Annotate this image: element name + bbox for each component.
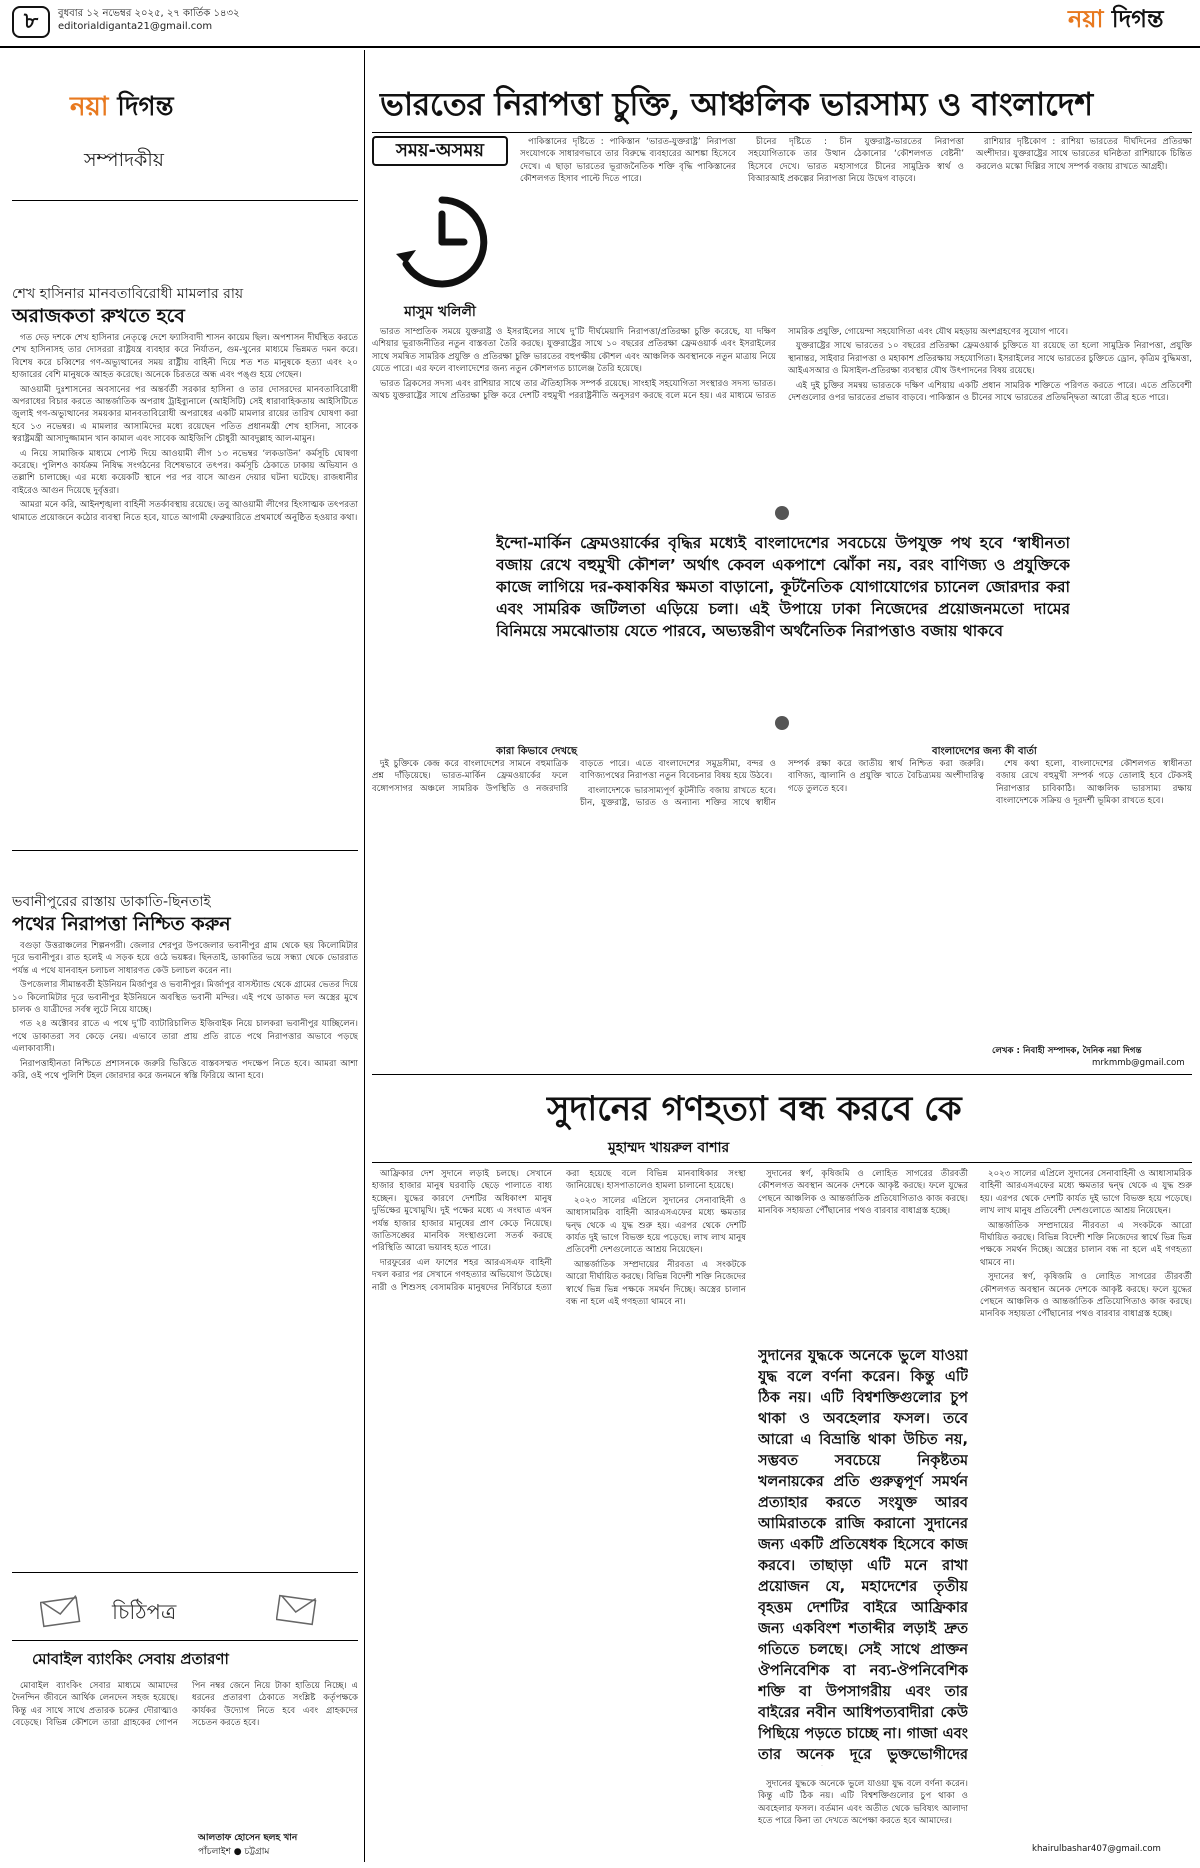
paragraph: গত দেড় দশকে শেখ হাসিনার নেতৃত্বে দেশে ফ্যাসিবাদী শাসন কায়েম ছিল। অপশাসন দীর্ঘস্থিত করতে শেখ হাসিনাসহ তার দোসররা রাষ্ট্রযন্ত্র ব্যবহার করে নির্যাতন, গুম-খুনের মাধ্যমে ভিন্নমত দমন করে। বিশেষ করে চব্বিশের গণ-অভ্যুত্থানের সময় রাষ্ট্রীয় বাহিনী দিয়ে শত শত মানুষকে হত্যা এবং ২০ হাজারের বেশি মানুষকে আহত করেছে। অনেকে চিরতরে অন্ধ এবং পঙ্গু হয়ে গেছেন। [12,333,358,381]
article-2-body-top-mid [758,1168,968,1334]
article-2-body-left [372,1168,746,1848]
editorial-2-title: পথের নিরাপত্তা নিশ্চিত করুন [12,913,231,935]
article-1-author-email[interactable]: mrkmmb@gmail.com [1092,1058,1185,1068]
sidebar-logo [70,86,173,130]
article-divider [372,1074,1192,1075]
pull-quote-dot [775,506,789,520]
editorial-2-body [12,940,358,1558]
article-2-headline: সুদানের গণহত্যা বন্ধ করবে কে [547,1089,962,1129]
header-date: বুধবার ১২ নভেম্বর ২০২৫, ২৭ কার্তিক ১৪৩২ [58,8,240,19]
header-rule [0,46,1200,48]
sidebar-divider [364,50,365,1862]
paragraph: আন্তর্জাতিক সম্প্রদায়ের নীরবতা এ সংকটকে আরো দীর্ঘায়িত করছে। বিভিন্ন বিদেশী শক্তি নিজেদের স্বার্থে ভিন্ন ভিন্ন পক্ষকে সমর্থন দিচ্ছে। অস্ত্রের চালান বন্ধ না হলে এই গণহত্যা থামবে না। [980,1220,1192,1268]
paragraph: আফ্রিকার দেশ সুদানে লড়াই চলছে। সেখানে হাজার হাজার মানুষ ঘরবাড়ি ছেড়ে পালাতে বাধ্য হচ্ছেন। যুদ্ধের কারণে দেশটির অধিকাংশ মানুষ দুর্ভিক্ষের মুখোমুখি। দুই পক্ষের মধ্যে এ সংঘাত এখন পর্যন্ত হাজার হাজার মানুষের প্রাণ কেড়ে নিয়েছে। জাতিসঙ্ঘের মানবিক সংস্থাগুলো সতর্ক করছে পরিস্থিতি আরো ভয়াবহ হতে পারে। [372,1169,552,1254]
paragraph: নিরাপত্তাহীনতা নিশ্চিতে প্রশাসনকে জরুরি ভিত্তিতে বাস্তবসম্মত পদক্ষেপ নিতে হবে। আমরা আশা করি, ওই পথে পুলিশি টহল জোরদার করে জনমনে স্বস্তি ফিরিয়ে আনা হবে। [12,1058,358,1082]
logo-part2: দিগন্ত [1103,4,1164,33]
page-number: ৮ [23,9,39,34]
paragraph: চীনের দৃষ্টিতে : চীন যুক্তরাষ্ট্র-ভারতের নিরাপত্তা সহযোগিতাকে তার উত্থান ঠেকানোর ‘কৌশলগত বেষ্টনী’ হিসেবে দেখে। ভারত মহাসাগরে চীনের সামুদ্রিক স্বার্থ ও বিআরআই প্রকল্পের নিরাপত্তা নিয়ে উদ্বেগ বাড়বে। [748,137,964,185]
paragraph: আন্তর্জাতিক সম্প্রদায়ের নীরবতা এ সংকটকে আরো দীর্ঘায়িত করছে। বিভিন্ন বিদেশী শক্তি নিজেদের স্বার্থে ভিন্ন ভিন্ন পক্ষকে সমর্থন দিচ্ছে। অস্ত্রের চালান বন্ধ না হলে এই গণহত্যা থামবে না। [566,1259,746,1308]
article-1 [372,50,1192,1070]
paragraph: মোবাইল ব্যাংকিং সেবার মাধ্যমে আমাদের দৈনন্দিন জীবনে আর্থিক লেনদেন সহজ হয়েছে। কিন্তু এর সাথে সাথে প্রতারক চক্রের দৌরাত্ম্যও বেড়েছে। বিভিন্ন কৌশলে তারা গ্রাহকের গোপন পিন নম্বর জেনে নিয়ে টাকা হাতিয়ে নিচ্ছে। এ ধরনের প্রতারণা ঠেকাতে সংশ্লিষ্ট কর্তৃপক্ষকে কার্যকর উদ্যোগ নিতে হবে এবং গ্রাহকদের সচেতন করতে হবে। [12,1681,358,1729]
paragraph: সুদানের স্বর্ণ, কৃষিজমি ও লোহিত সাগরের তীরবর্তী কৌশলগত অবস্থান অনেক দেশকে আকৃষ্ট করছে। ফলে যুদ্ধের পেছনে আঞ্চলিক ও আন্তর্জাতিক প্রতিযোগিতাও কাজ করছে। মানবিক সহায়তা পৌঁছানোর পথও বারবার বাধাগ্রস্ত হচ্ছে। [980,1272,1192,1320]
article-2-author: মুহাম্মদ খায়রুল বাশার [608,1140,730,1156]
article-2-body-right [980,1168,1192,1834]
paragraph: উপজেলার সীমান্তবর্তী ইউনিয়ন মির্জাপুর ও ভবানীপুর। মির্জাপুর বাসস্ট্যান্ড থেকে গ্রামের ভেতর দিয়ে ১০ কিলোমিটার দূরে ভবানীপুর ইউনিয়নে অবস্থিত ভবানী মন্দির। এই পথে ডাকাত দল অস্ত্রের মুখে চালক ও যাত্রীদের সর্বস্ব লুটে নিয়ে যাচ্ছে। [12,980,358,1016]
paragraph: ২০২৩ সালের এপ্রিলে সুদানের সেনাবাহিনী ও আধাসামরিক বাহিনী আরএসএফের মধ্যে ক্ষমতার দ্বন্দ্ব থেকে এ যুদ্ধ শুরু হয়। এরপর থেকে দেশটি কার্যত দুই ভাগে বিভক্ত হয়ে পড়েছে। লাখ লাখ মানুষ প্রতিবেশী দেশগুলোতে আশ্রয় নিয়েছেন। [980,1169,1192,1217]
article-1-body-bottom [372,758,1192,1044]
letter-body [12,1680,358,1828]
editorial-2-kicker: ভবানীপুরের রাস্তায় ডাকাতি-ছিনতাই [12,894,211,910]
letters-header [12,1580,358,1636]
paragraph: দুই চুক্তিকে কেন্দ্র করে বাংলাদেশের সামনে বহুমাত্রিক প্রশ্ন দাঁড়িয়েছে। ভারত-মার্কিন ফ্রেমওয়ার্কের ফলে বঙ্গোপসাগর অঞ্চলে সামরিক উপস্থিতি ও নজরদারি বাড়তে পারে। এতে বাংলাদেশের সমুদ্রসীমা, বন্দর ও বাণিজ্যপথের নিরাপত্তা নতুন বিবেচনার বিষয় হয়ে উঠবে। [372,759,776,794]
paragraph: এই দুই চুক্তির সমন্বয় ভারতকে দক্ষিণ এশিয়ায় একটি প্রধান সামরিক শক্তিতে পরিণত করতে পারে। এতে প্রতিবেশী দেশগুলোর ওপর ভারতের প্রভাব বাড়বে। পাকিস্তান ও চীনের সাথে ভারতের প্রতিদ্বন্দ্বিতা আরো তীব্র হতে পারে। [788,380,1192,404]
header-email[interactable]: editorialdiganta21@gmail.com [58,21,213,32]
paragraph: যুক্তরাষ্ট্রের সাথে ভারতের ১০ বছরের প্রতিরক্ষা ফ্রেমওয়ার্ক চুক্তিতে যা রয়েছে তা হলো সামুদ্রিক নিরাপত্তা, প্রযুক্তি স্থানান্তর, সাইবার নিরাপত্তা ও মহাকাশ প্রতিরক্ষায় সহযোগিতা। ইসরাইলের সাথে ভারতের চুক্তিতে ড্রোন, কৃত্রিম বুদ্ধিমত্তা, আইএসআর ও মিসাইল-প্রতিরক্ষা ব্যবস্থার যৌথ উৎপাদনের বিষয় রয়েছে। [788,341,1192,377]
sidebar-masthead [12,50,358,200]
article-1-top-rule [372,132,1192,133]
article-1-bottom-title: বাংলাদেশের জন্য কী বার্তা [932,746,1037,757]
article-2-author-email[interactable]: khairulbashar407@gmail.com [1032,1844,1161,1854]
article-2-body-bottom-mid [758,1778,968,1850]
sidebar-rule-2 [12,850,358,851]
sidebar-section-title: সম্পাদকীয় [84,149,164,171]
paragraph: দারফুরের এল ফাশের শহর আরএসএফ বাহিনী দখল করার পর সেখানে গণহত্যার অভিযোগ উঠেছে। নারী ও শিশুসহ বেসামরিক মানুষদের নির্বিচারে হত্যা করা হয়েছে বলে বিভিন্ন মানবাধিকার সংস্থা জানিয়েছে। হাসপাতালেও হামলা চালানো হয়েছে। [372,1169,746,1293]
column-name: সময়-অসময় [395,140,485,161]
envelope-icon [40,1594,82,1628]
editorial-sidebar [12,50,358,1860]
page-header [0,0,1200,46]
article-1-author-note: লেখক : নিবাহী সম্পাদক, দৈনিক নয়া দিগন্ত [992,1046,1142,1056]
article-2 [372,1078,1192,1862]
logo-part1: নয়া [1068,4,1104,33]
letters-rule [12,1640,358,1641]
letter-author: আলতাফ হোসেন ছলহ খান [198,1833,298,1843]
paragraph: ভারত ব্রিকসের সদস্য এবং রাশিয়ার সাথে তার ঐতিহাসিক সম্পর্ক রয়েছে। সাংহাই সহযোগিতা সংস্থারও সদস্য ভারত। অথচ যুক্তরাষ্ট্রের সাথে প্রতিরক্ষা চুক্তি করে দেশটি বহুমুখী পররাষ্ট্রনীতি অনুসরণ করছে বলে মনে হয়। এর মাধ্যমে ভারত সামরিক প্রযুক্তি, গোয়েন্দা সহযোগিতা এবং যৌথ মহড়ায় অংশগ্রহণের সুযোগ পাবে। [372,327,1069,402]
clock-icon [392,192,492,292]
editorial-1-body [12,332,358,838]
letter-title: মোবাইল ব্যাংকিং সেবায় প্রতারণা [32,1650,229,1668]
editorial-1-title: অরাজকতা রুখতে হবে [12,305,185,327]
paragraph: ভারত সাম্প্রতিক সময়ে যুক্তরাষ্ট্র ও ইসরাইলের সাথে দু’টি দীর্ঘমেয়াদি নিরাপত্তা/প্রতিরক্ষা চুক্তি করেছে, যা দক্ষিণ এশিয়ার ভূরাজনীতির নতুন বাস্তবতা তৈরি করছে। যুক্তরাষ্ট্রের সাথে ১০ বছরের প্রতিরক্ষা ফ্রেমওয়ার্ক এবং ইসরাইলের সাথে সমন্বিত সামরিক প্রযুক্তি ও প্রতিরক্ষা চুক্তি ভারতের বহুপক্ষীয় কৌশল এবং আঞ্চলিক অবস্থানকে নতুন মাত্রায় নিয়ে যেতে পারে। এর ফলে বাংলাদেশের জন্য নতুন কৌশলগত চ্যালেঞ্জ তৈরি হয়েছে। [372,327,776,375]
paragraph: গত ২৪ অক্টোবর রাতে এ পথে দু’টি ব্যাটারিচালিত ইজিবাইক নিয়ে চালকরা ভবানীপুর যাচ্ছিলেন। পথে ডাকাতরা সব কেড়ে নেয়। এভাবে তারা প্রায় প্রতি রাতে পথে নিরাপত্তার অভাবে পড়ছে এলাকাবাসী। [12,1019,358,1055]
letter-author-place: পাঁচলাইশ ● চট্টগ্রাম [198,1847,270,1857]
paragraph: ২০২৩ সালের এপ্রিলে সুদানের সেনাবাহিনী ও আধাসামরিক বাহিনী আরএসএফের মধ্যে ক্ষমতার দ্বন্দ্ব থেকে এ যুদ্ধ শুরু হয়। এরপর থেকে দেশটি কার্যত দুই ভাগে বিভক্ত হয়ে পড়েছে। লাখ লাখ মানুষ প্রতিবেশী দেশগুলোতে আশ্রয় নিয়েছেন। [566,1195,746,1256]
envelope-icon [276,1592,318,1626]
article-1-author: মাসুম খলিলী [404,304,476,320]
article-1-mid-title: কারা কিভাবে দেখছে [496,746,578,757]
article-2-pull-quote: সুদানের যুদ্ধকে অনেকে ভুলে যাওয়া যুদ্ধ বলে বর্ণনা করেন। কিন্তু এটি ঠিক নয়। এটি বিশ্বশক্তিগুলোর চুপ থাকা ও অবহেলার ফসল। তবে আরো এ বিভ্রান্তি থাকা উচিত নয়, সম্ভবত সবচেয়ে নিকৃষ্টতম খলনায়কের প্রতি গুরুত্বপূর্ণ সমর্থন প্রত্যাহার করতে সংযুক্ত আরব আমিরাতকে রাজি করানো সুদানের জন্য একটি প্রতিষেধক হিসেবে কাজ করবে। তাছাড়া এটি মনে রাখা প্রয়োজন যে, মহাদেশের তৃতীয় বৃহত্তম দেশটির বাইরে আফ্রিকার জন্য একবিংশ শতাব্দীর লড়াই দ্রুত গতিতে চলছে। সেই সাথে প্রাক্তন ঔপনিবেশিক বা নব্য-ঔপনিবেশিক শক্তি বা উপসাগরীয় এবং তার বাইরের নবীন আধিপত্যবাদীরা কেউ পিছিয়ে পড়তে চাচ্ছে না। গাজা এবং তার অনেক দূরে ভুক্তভোগীদের [758,1348,968,1763]
paragraph: বাংলাদেশকে ভারসাম্যপূর্ণ কূটনীতি বজায় রাখতে হবে। চীন, যুক্তরাষ্ট্র, ভারত ও অন্যান্য শক্তির সাথে স্বাধীন সম্পর্ক রক্ষা করে জাতীয় স্বার্থ নিশ্চিত করা জরুরি। বাণিজ্য, জ্বালানি ও প্রযুক্তি খাতে বৈচিত্র্যময় অংশীদারিত্ব গড়ে তুলতে হবে। [580,759,984,809]
pull-quote-dot [775,716,789,730]
sidebar-rule-3 [12,1572,358,1573]
paragraph: এ নিয়ে সামাজিক মাধ্যমে পোস্ট দিয়ে আওয়ামী লীগ ১৩ নভেম্বর ‘লকডাউন’ কর্মসূচি ঘোষণা করেছে। পুলিশও কার্যক্রম নিষিদ্ধ সংগঠনের বিশেষভাবে তৎপর। কর্মসূচি ঠেকাতে ঢাকায় অভিযান ও তল্লাশি চালাচ্ছে। এর মধ্যে কয়েকটি স্থানে পর পর বাসে আগুন দেয়ার ঘটনা ঘটেছে। রাজধানীর বাইরেও আগুন দিয়েছে দুর্বৃত্তরা। [12,448,358,496]
paragraph: সুদানের যুদ্ধকে অনেকে ভুলে যাওয়া যুদ্ধ বলে বর্ণনা করেন। কিন্তু এটি ঠিক নয়। এটি বিশ্বশক্তিগুলোর চুপ থাকা ও অবহেলার ফসল। বর্তমান এবং অতীত থেকে ভবিষ্যৎ আলাদা হতে পারে কিনা তা দেখতে অপেক্ষা করতে হবে আমাদের। [758,1779,968,1827]
editorial-1-kicker: শেখ হাসিনার মানবতাবিরোধী মামলার রায় [12,286,244,302]
sidebar-rule-1 [12,200,358,201]
article-1-body-upper-right [520,136,1192,322]
article-1-pull-quote: ইন্দো-মার্কিন ফ্রেমওয়ার্কের বৃদ্ধির মধ্যেই বাংলাদেশের সবচেয়ে উপযুক্ত পথ হবে ‘স্বাধীনতা বজায় রেখে বহুমুখী কৌশল’ অর্থাৎ কেবল একপাশে ঝোঁকা নয়, বরং বাণিজ্য ও প্রযুক্তিকে কাজে লাগিয়ে দর-কষাকষির ক্ষমতা বাড়ানো, কূটনৈতিক যোগাযোগের চ্যানেল জোরদার করা এবং সামরিক জটিলতা এড়িয়ে চলা। এই উপায়ে ঢাকা নিজেদের প্রয়োজনমতো দামের বিনিময়ে সমঝোতায় যেতে পারবে, অভ্যন্তরীণ অর্থনৈতিক নিরাপত্তাও বজায় থাকবে [496,534,1070,640]
article-2-rule [372,1162,1192,1163]
letters-section-title: চিঠিপত্র [112,1600,177,1624]
paragraph: আমরা মনে করি, আইনশৃঙ্খলা বাহিনী সতর্কাবস্থায় রয়েছে। তবু আওয়ামী লীগের হিংসাত্মক তৎপরতা থামাতে প্রয়োজনে কঠোর ব্যবস্থা নিতে হবে, যাতে আগামী ফেব্রুয়ারিতে প্রথমার্ধে অনুষ্ঠিত হওয়ার কথা। [12,500,358,523]
paragraph: শেষ কথা হলো, বাংলাদেশের কৌশলগত স্বাধীনতা বজায় রেখে বহুমুখী সম্পর্ক গড়ে তোলাই হবে টেকসই নিরাপত্তার চাবিকাঠি। আঞ্চলিক ভারসাম্য রক্ষায় বাংলাদেশকে সক্রিয় ও দূরদর্শী ভূমিকা রাখতে হবে। [996,759,1192,807]
paragraph: সুদানের স্বর্ণ, কৃষিজমি ও লোহিত সাগরের তীরবর্তী কৌশলগত অবস্থান অনেক দেশকে আকৃষ্ট করছে। ফলে যুদ্ধের পেছনে আঞ্চলিক ও আন্তর্জাতিক প্রতিযোগিতাও কাজ করছে। মানবিক সহায়তা পৌঁছানোর পথও বারবার বাধাগ্রস্ত হচ্ছে। [758,1169,968,1217]
header-logo [1068,4,1164,34]
paragraph: রাশিয়ার দৃষ্টিকোণ : রাশিয়া ভারতের দীর্ঘদিনের প্রতিরক্ষা অংশীদার। যুক্তরাষ্ট্রের সাথে ভারতের ঘনিষ্ঠতা রাশিয়াকে চিন্তিত করলেও মস্কো দিল্লির সাথে সম্পর্ক বজায় রাখতে আগ্রহী। [976,137,1192,172]
paragraph: আওয়ামী দুঃশাসনের অবসানের পর অন্তর্বর্তী সরকার হাসিনা ও তার দোসরদের মানবতাবিরোধী অপরাধের বিচার করতে আন্তর্জাতিক অপরাধ ট্রাইব্যুনালে (আইসিটি) সেই ধারাবাহিকতায় আইসিটিতে জুলাই গণ-অভ্যুত্থানের সময়কার মানবতাবিরোধী অপরাধের একটি মামলার রায়ের তারিখ ঘোষণা করা হবে ১৩ নভেম্বর। এ মামলার আসামিদের মধ্যে রয়েছেন পতিত প্রধানমন্ত্রী শেখ হাসিনা, সাবেক স্বরাষ্ট্রমন্ত্রী আসাদুজ্জামান খান কামাল এবং সাবেক আইজিপি চৌধুরী আবদুল্লাহ আল-মামুন। [12,384,358,445]
paragraph: পাকিস্তানের দৃষ্টিতে : পাকিস্তান ‘ভারত-যুক্তরাষ্ট্র’ নিরাপত্তা সংযোগকে সাধারণভাবে তার বিরুদ্ধে ব্যবহারের আশঙ্কা হিসেবে দেখে। এ ছাড়া ভারতের ভূরাজনৈতিক শক্তি বৃদ্ধি পাকিস্তানের কৌশলগত হিসাব পাল্টে দিতে পারে। [520,137,736,185]
sidebar-logo-part2: দিগন্ত [108,92,174,122]
sidebar-logo-part1: নয়া [70,92,109,122]
article-1-headline: ভারতের নিরাপত্তা চুক্তি, আঞ্চলিক ভারসাম্য ও বাংলাদেশ [380,85,1093,123]
paragraph: বগুড়া উত্তরাঞ্চলের শিল্পনগরী। জেলার শেরপুর উপজেলার ভবানীপুর গ্রাম থেকে ছয় কিলোমিটার দূরে ভবানীপুর। রাত হলেই এ সড়ক হয়ে ওঠে ভয়ঙ্কর। ছিনতাই, ডাকাতির ভয়ে সন্ধ্যা থেকে ভোররাত পর্যন্ত এ পথে যানবাহন চলাচল সাধারণত কেউ চলাচল করেন না। [12,941,358,976]
